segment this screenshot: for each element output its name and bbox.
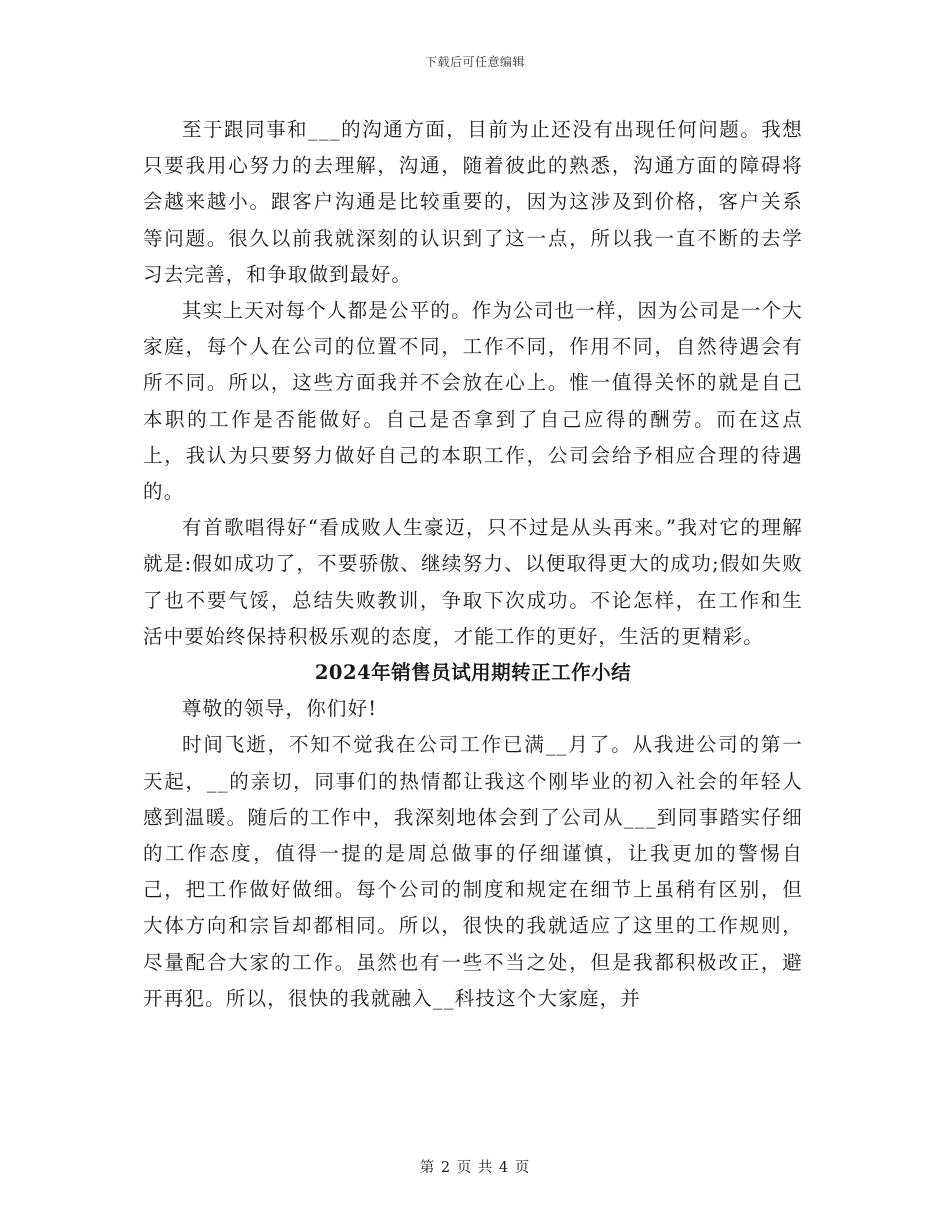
body-paragraph: 有首歌唱得好“看成败人生豪迈，只不过是从头再来。”我对它的理解就是:假如成功了，不要骄傲、继续努力、以便取得更大的成功;假如失败了也不要气馁，总结失败教训，争取下次成功。不论怎样，在工作和生活中要始终保持积极乐观的态度，才能工作的更好，生活的更精彩。: [143, 516, 803, 648]
document-body: [143, 112, 803, 1017]
page-number: 第 2 页 共 4 页: [419, 1160, 531, 1176]
page-header-note: 下载后可任意编辑: [424, 55, 525, 69]
body-paragraph: 时间飞逝，不知不觉我在公司工作已满__月了。从我进公司的第一天起，__的亲切，同事们的热情都让我这个刚毕业的初入社会的年轻人感到温暖。随后的工作中，我深刻地体会到了公司从___到同事踏实仔细的工作态度，值得一提的是周总做事的仔细谨慎，让我更加的警惕自己，把工作做好做细。每个公司的制度和规定在细节上虽稍有区别，但大体方向和宗旨却都相同。所以，很快的我就适应了这里的工作规则，尽量配合大家的工作。虽然也有一些不当之处，但是我都积极改正，避开再犯。所以，很快的我就融入__科技这个大家庭，并: [143, 733, 803, 1010]
body-paragraph: 至于跟同事和___的沟通方面，目前为止还没有出现任何问题。我想只要我用心努力的去理解，沟通，随着彼此的熟悉，沟通方面的障碍将会越来越小。跟客户沟通是比较重要的，因为这涉及到价格，客户关系等问题。很久以前我就深刻的认识到了这一点，所以我一直不断的去学习去完善，和争取做到最好。: [143, 118, 803, 286]
body-paragraph: 其实上天对每个人都是公平的。作为公司也一样，因为公司是一个大家庭，每个人在公司的位置不同，工作不同，作用不同，自然待遇会有所不同。所以，这些方面我并不会放在心上。惟一值得关怀的就是自己本职的工作是否能做好。自己是否拿到了自己应得的酬劳。而在这点上，我认为只要努力做好自己的本职工作，公司会给予相应合理的待遇的。: [143, 299, 804, 504]
section-title: 2024年销售员试用期转正工作小结: [314, 661, 632, 685]
greeting-line: 尊敬的领导，你们好!: [182, 697, 378, 721]
